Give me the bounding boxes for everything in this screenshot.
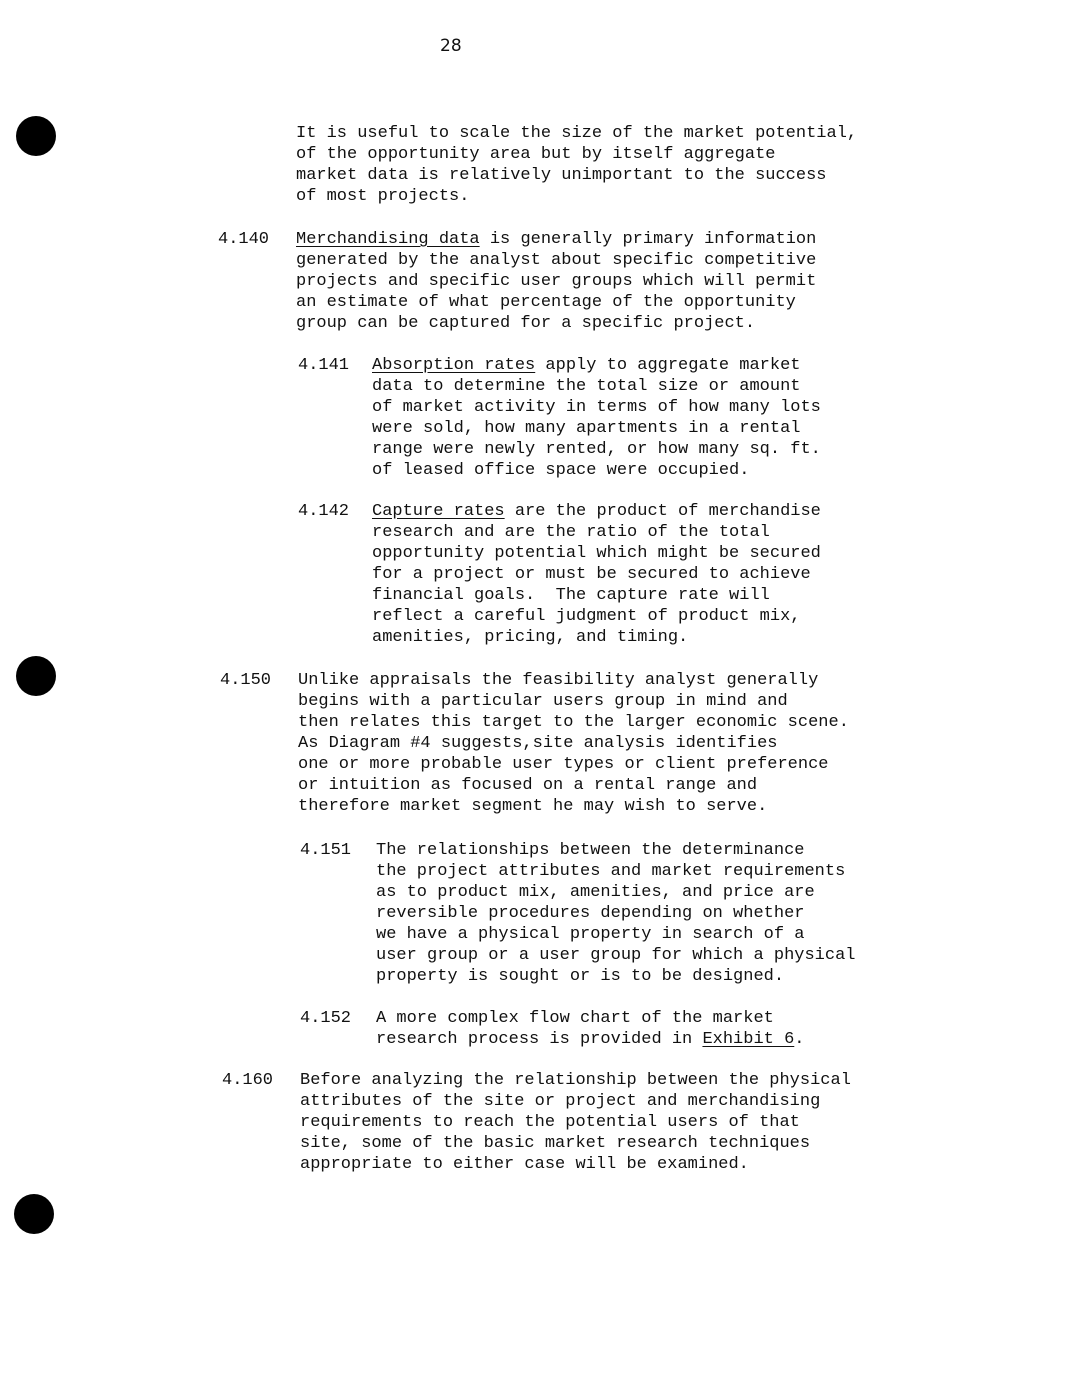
text-line: therefore market segment he may wish to serve. xyxy=(298,797,768,816)
text-line: market data is relatively unimportant to the success xyxy=(296,166,827,185)
text-line: projects and specific user groups which will permit xyxy=(296,272,817,291)
text-line: appropriate to either case will be examined. xyxy=(300,1155,749,1174)
text-line: we have a physical property in search of a xyxy=(376,925,805,944)
punch-hole-middle xyxy=(16,656,56,696)
text-line: of the opportunity area but by itself aggregate xyxy=(296,145,776,164)
text-line: financial goals. The capture rate will xyxy=(372,586,770,605)
section-4150-paragraph xyxy=(298,670,849,817)
text-line: Unlike appraisals the feasibility analyst generally xyxy=(298,671,819,690)
text-line: site, some of the basic market research techniques xyxy=(300,1134,811,1153)
punch-hole-bottom xyxy=(14,1194,54,1234)
text-line: data to determine the total size or amount xyxy=(372,377,801,396)
section-number-4152: 4.152 xyxy=(300,1009,352,1028)
intro-paragraph xyxy=(296,123,857,207)
text-line: As Diagram #4 suggests,site analysis identifies xyxy=(298,734,778,753)
section-number-4140: 4.140 xyxy=(218,230,270,249)
text-line: research and are the ratio of the total xyxy=(372,523,770,542)
text-line: range were newly rented, or how many sq. ft. xyxy=(372,440,821,459)
text-line: an estimate of what percentage of the opportunity xyxy=(296,293,796,312)
section-4141-paragraph xyxy=(372,355,821,481)
text-line: research process is provided in Exhibit 6. xyxy=(376,1030,805,1049)
text-line: property is sought or is to be designed. xyxy=(376,967,785,986)
text-line: then relates this target to the larger economic scene. xyxy=(298,713,849,732)
punch-hole-top xyxy=(16,116,56,156)
term-absorption-rates: Absorption rates xyxy=(372,356,536,375)
section-4140-paragraph xyxy=(296,229,816,334)
text-line: one or more probable user types or client preference xyxy=(298,755,829,774)
text-line: of market activity in terms of how many lots xyxy=(372,398,821,417)
text-line: It is useful to scale the size of the market potential, xyxy=(296,124,858,143)
text-line: A more complex flow chart of the market xyxy=(376,1009,774,1028)
section-number-4142: 4.142 xyxy=(298,502,350,521)
text-line: of leased office space were occupied. xyxy=(372,461,750,480)
section-number-4150: 4.150 xyxy=(220,671,272,690)
text-line: reversible procedures depending on whether xyxy=(376,904,805,923)
text-line: the project attributes and market requirements xyxy=(376,862,846,881)
text-line: begins with a particular users group in mind and xyxy=(298,692,788,711)
text-line: generated by the analyst about specific competitive xyxy=(296,251,817,270)
text-line: Merchandising data is generally primary information xyxy=(296,230,817,249)
exhibit-6-link[interactable]: Exhibit 6 xyxy=(702,1030,795,1049)
section-4151-paragraph xyxy=(376,840,855,987)
section-4142-paragraph xyxy=(372,501,821,648)
text-line: opportunity potential which might be secured xyxy=(372,544,821,563)
section-4160-paragraph xyxy=(300,1070,851,1175)
text-line: for a project or must be secured to achieve xyxy=(372,565,811,584)
text-line: Before analyzing the relationship between the physical xyxy=(300,1071,851,1090)
term-capture-rates: Capture rates xyxy=(372,502,505,521)
text-line: group can be captured for a specific project. xyxy=(296,314,756,333)
text-line: as to product mix, amenities, and price are xyxy=(376,883,815,902)
term-merchandising-data: Merchandising data xyxy=(296,230,480,249)
text-line: attributes of the site or project and merchandising xyxy=(300,1092,821,1111)
section-number-4160: 4.160 xyxy=(222,1071,274,1090)
section-number-4141: 4.141 xyxy=(298,356,350,375)
text-line: requirements to reach the potential users of that xyxy=(300,1113,800,1132)
section-4152-paragraph xyxy=(376,1008,804,1050)
text-line: user group or a user group for which a physical xyxy=(376,946,856,965)
text-line: of most projects. xyxy=(296,187,470,206)
page-number: 28 xyxy=(440,36,462,56)
text-line: or intuition as focused on a rental range and xyxy=(298,776,758,795)
text-line: reflect a careful judgment of product mix, xyxy=(372,607,801,626)
text-line: Capture rates are the product of merchandise xyxy=(372,502,821,521)
section-number-4151: 4.151 xyxy=(300,841,352,860)
text-line: The relationships between the determinance xyxy=(376,841,805,860)
text-line: amenities, pricing, and timing. xyxy=(372,628,689,647)
text-line: Absorption rates apply to aggregate market xyxy=(372,356,801,375)
text-line: were sold, how many apartments in a rental xyxy=(372,419,801,438)
